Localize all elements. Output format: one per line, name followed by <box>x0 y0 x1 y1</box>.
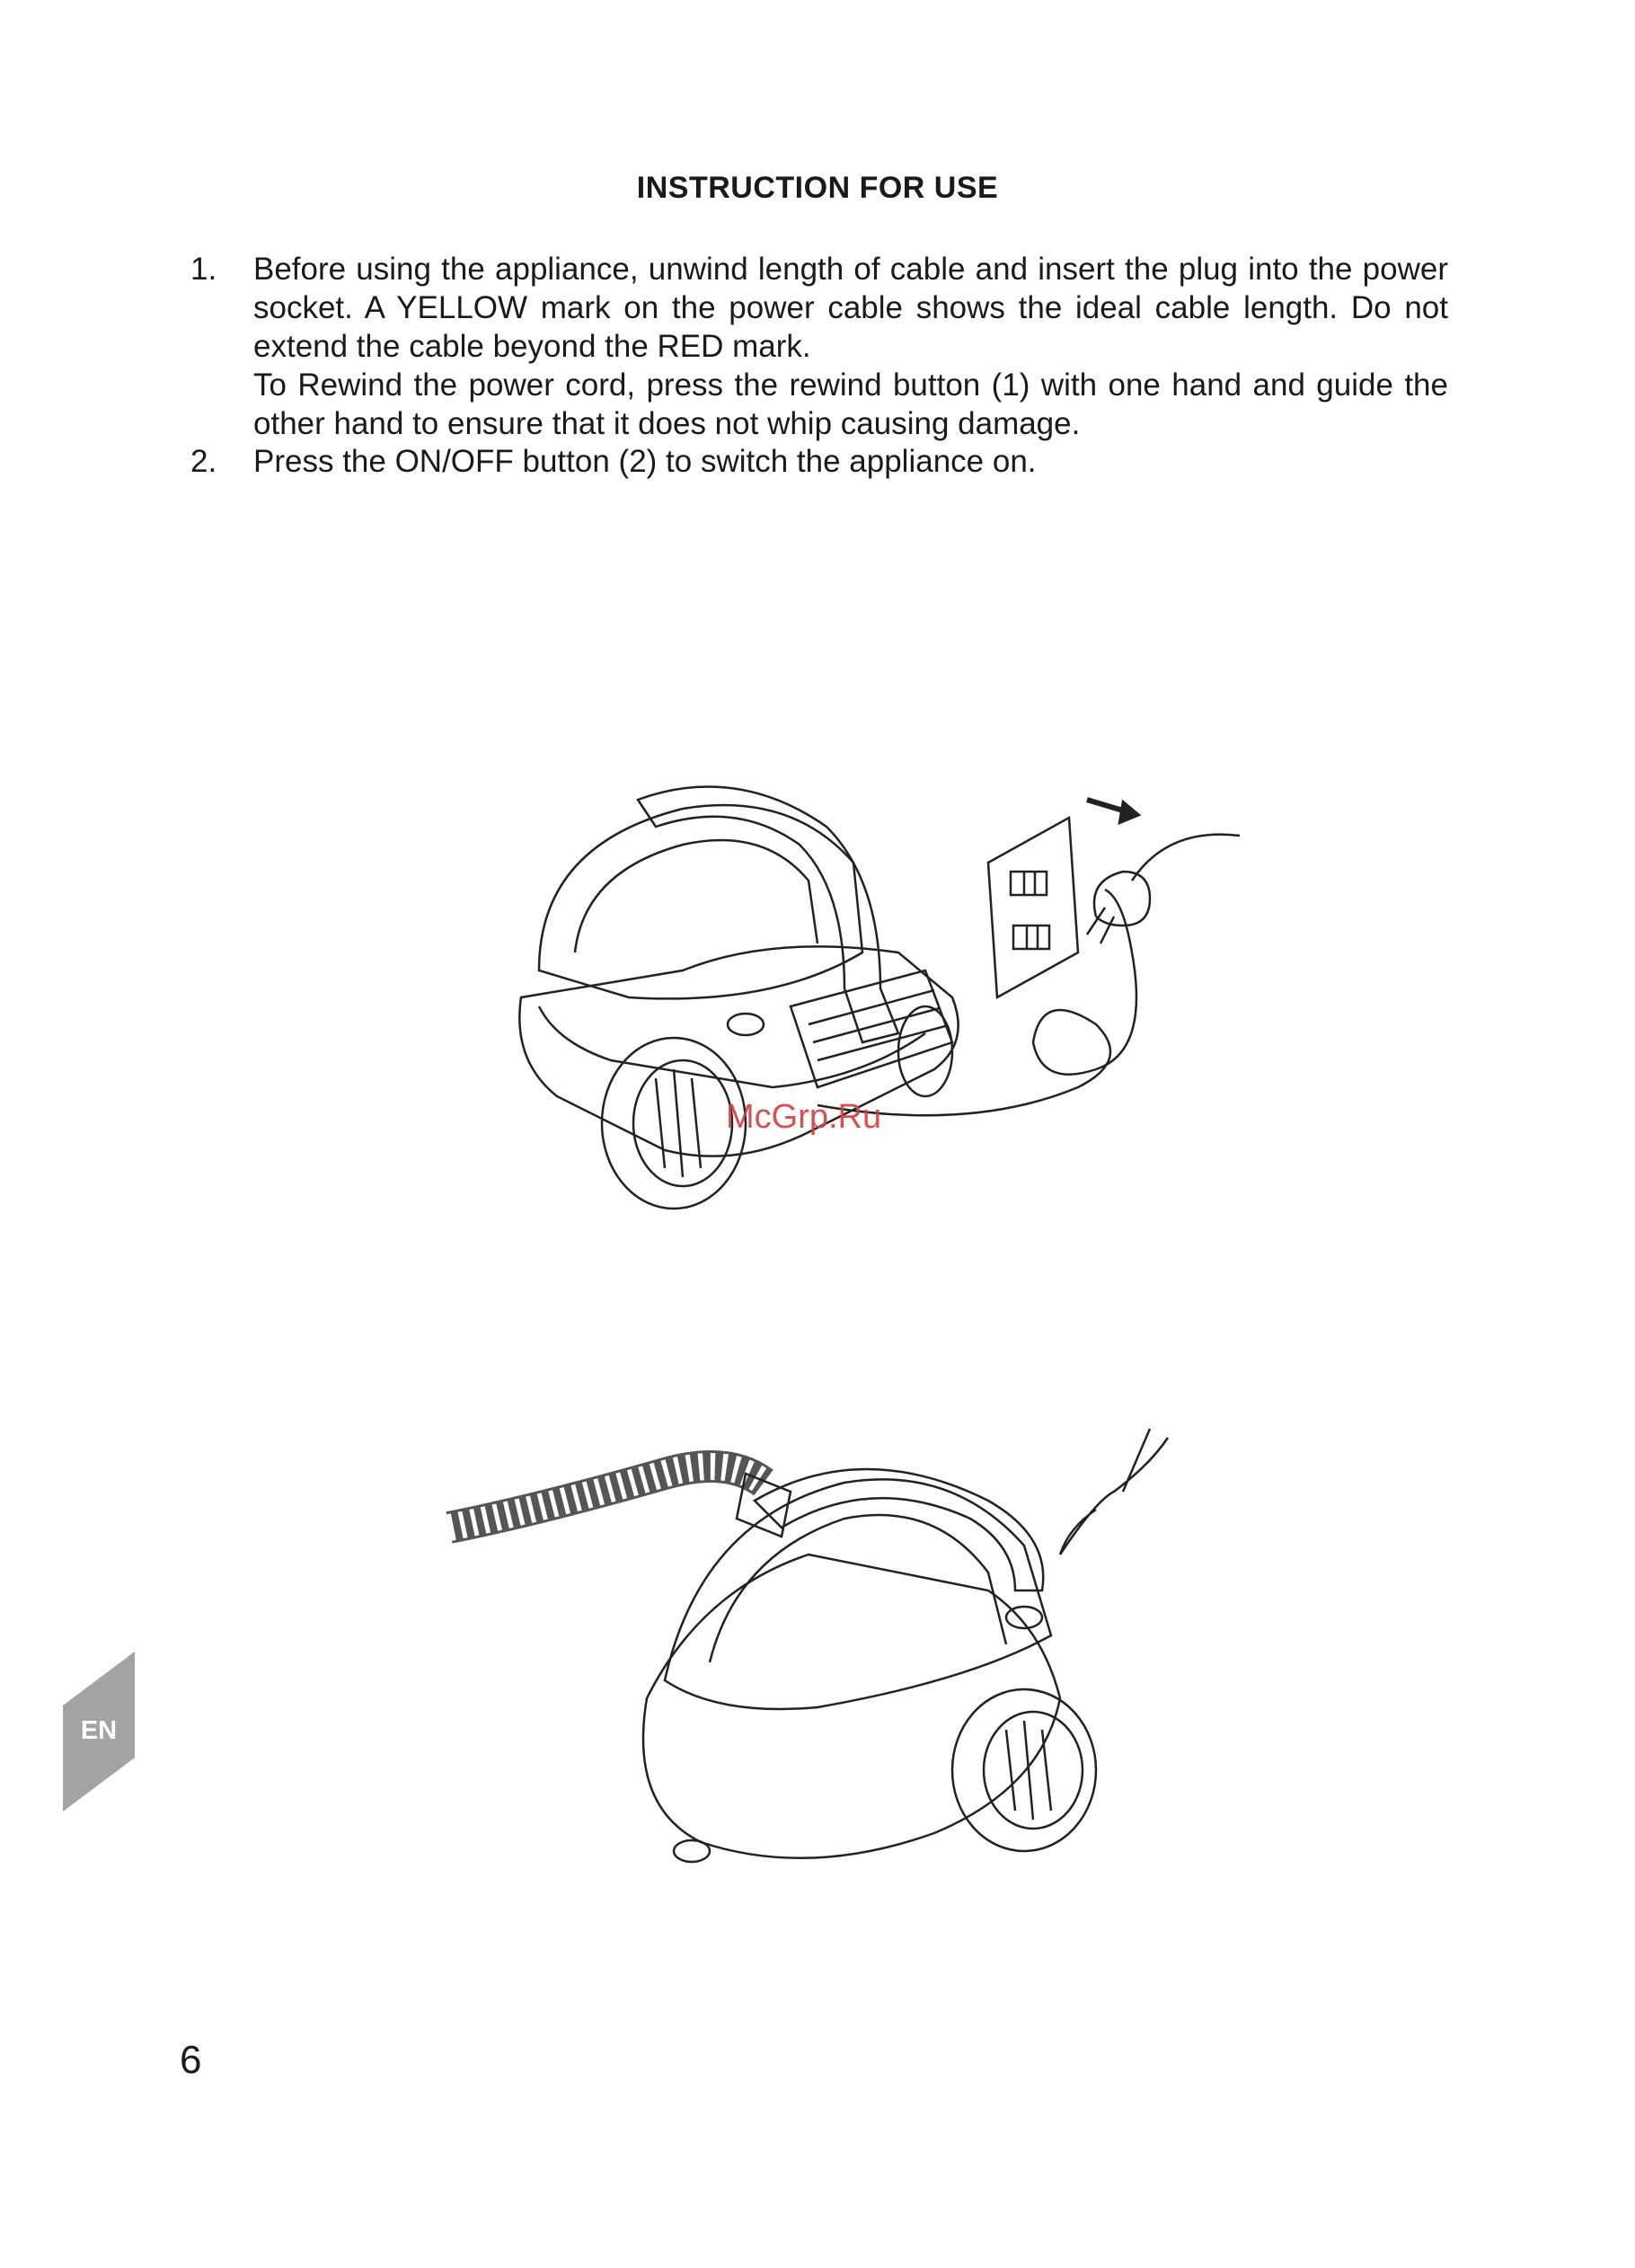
step-text-rewind: To Rewind the power cord, press the rewind button (1) with one hand and guide the other hand to ensure that it does not whip causing damage. <box>253 368 1448 441</box>
language-label: EN <box>80 1716 118 1745</box>
instruction-step-1 <box>190 250 1448 443</box>
step-text: Press the ON/OFF button (2) to switch the appliance on. <box>253 444 1037 479</box>
vacuum-power-button-illustration <box>431 1411 1186 1914</box>
step-number: 2. <box>190 444 217 479</box>
watermark: McGrp.Ru <box>726 1098 882 1136</box>
page-title: INSTRUCTION FOR USE <box>636 171 999 205</box>
step-text: Before using the appliance, unwind length of cable and insert the plug into the power socket. A YELLOW mark on the power cable shows the ideal cable length. Do not extend the cable beyond the RED mark. <box>253 252 1448 364</box>
instruction-step-2 <box>190 442 1448 481</box>
vacuum-plug-illustration <box>503 773 1258 1276</box>
step-number: 1. <box>190 252 217 287</box>
page-number: 6 <box>180 2038 202 2082</box>
language-tab <box>63 1652 135 1812</box>
